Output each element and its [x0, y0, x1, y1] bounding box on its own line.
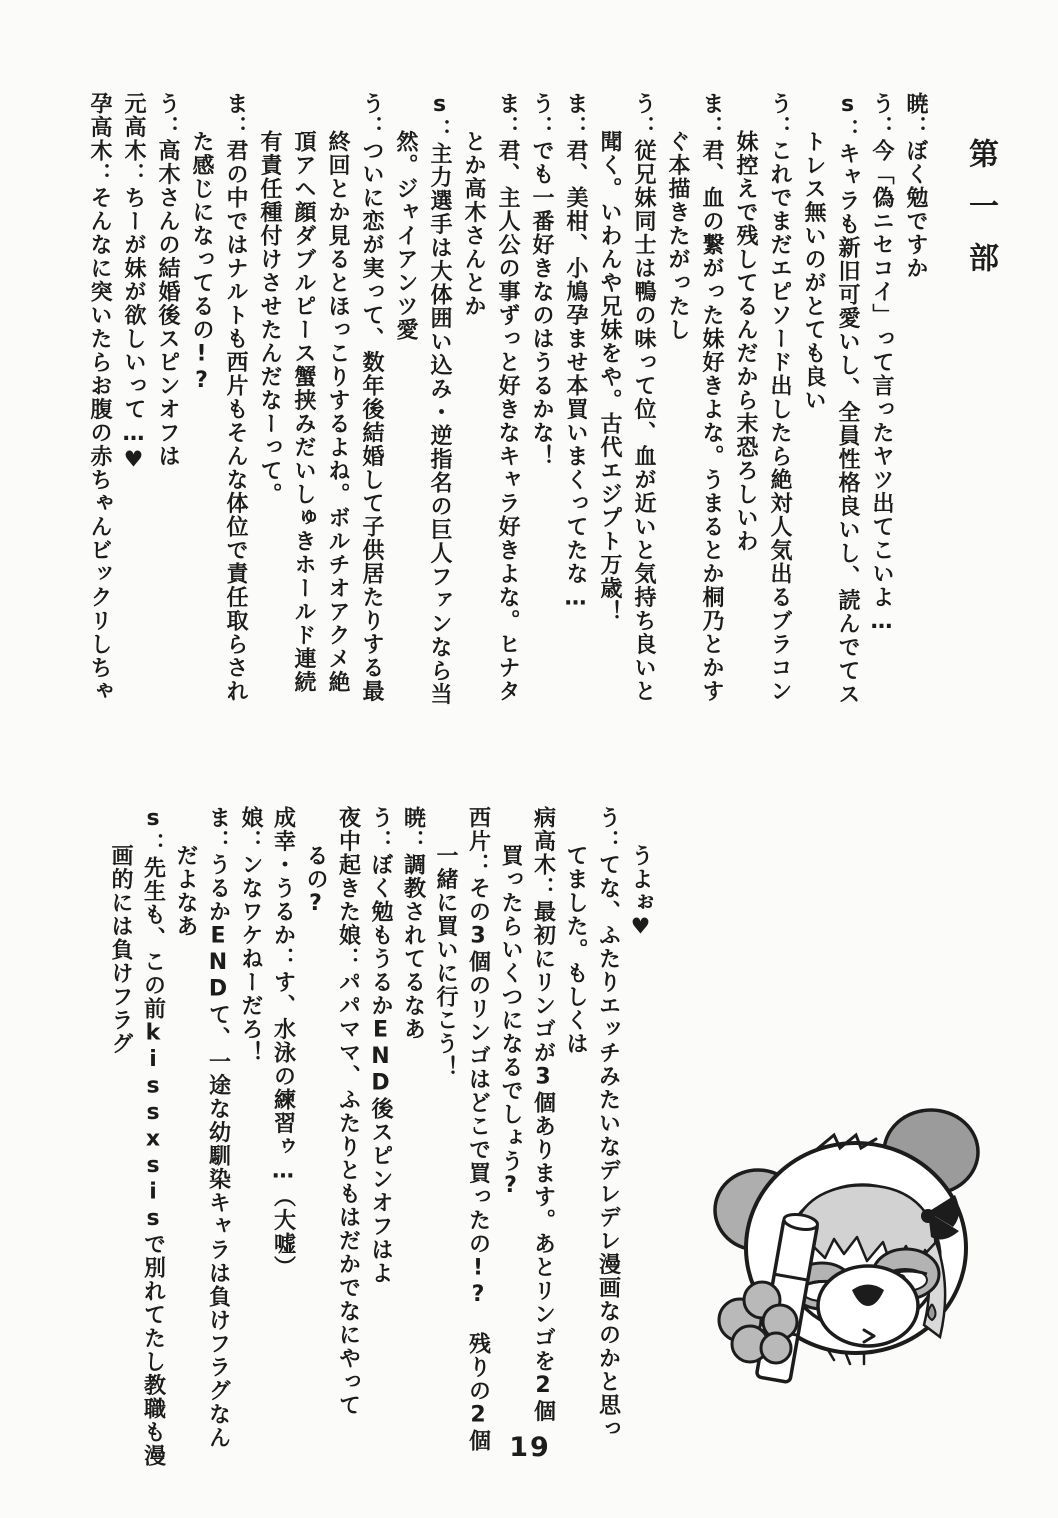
dialogue-line: 有責任種付けさせたんだなーって。: [257, 130, 282, 506]
page-number: 19: [509, 1432, 551, 1463]
dialogue-block-top: [82, 92, 932, 772]
dialogue-line: う：てな、ふたりエッチみたいなデレデレ漫画なのかと思っ: [595, 806, 621, 1441]
dialogue-line: う：高木さんの結婚後スピンオフは: [155, 92, 180, 468]
dialogue-line: るの?: [303, 844, 328, 918]
dialogue-line: 画的には負けフラグ: [108, 844, 133, 1056]
dialogue-line: とか高木さんとか: [461, 130, 486, 318]
dialogue-line: トレス無いのがとても良い: [801, 130, 826, 412]
dialogue-line: 元高木：ちーが妹が欲しいって…♥: [121, 92, 146, 474]
dialogue-line: た感じになってるの!?: [189, 130, 214, 395]
dialogue-line: s：先生も、この前kissxsisで別れてたし教職も漫: [140, 806, 166, 1468]
dialogue-line: ま：君の中ではナルトも西片もそんな体位で責任取らされ: [223, 92, 248, 703]
dialogue-line: ま：君、美柑、小鳩孕ませ本買いまくってたな…: [563, 92, 588, 612]
dialogue-line: ま：君、主人公の事ずっと好きなキャラ好きよな。ヒナタ: [495, 92, 520, 703]
dialogue-line: 一緒に買いに行こう！: [433, 844, 458, 1079]
dialogue-line: ま：うるかENDて、一途な幼馴染キャラは負けフラグなん: [205, 806, 231, 1450]
dialogue-line: 終回とか見るとほっこりするよね。ボルチオアクメ絶: [325, 130, 350, 694]
dialogue-line: うよぉ♥: [628, 844, 653, 941]
dialogue-line: 夜中起きた娘：パパママ、ふたりともはだかでなにやって: [335, 806, 361, 1417]
dialogue-line: 孕高木：そんなに突いたらお腹の赤ちゃんビックリしちゃ: [87, 92, 112, 703]
dialogue-line: う：でも一番好きなのはうるかな！: [529, 92, 554, 468]
dialogue-line: 然。ジャイアンツ愛: [393, 130, 418, 342]
dialogue-line: 妹控えで残してるんだから末恐ろしいわ: [733, 130, 758, 553]
dialogue-line: だよなあ: [173, 844, 198, 938]
dialogue-line: 頂アヘ顔ダブルピース蟹挟みだいしゅきホールド連続: [291, 130, 316, 694]
dialogue-line: ぐ本描きたがったし: [665, 130, 690, 342]
dialogue-line: 娘：ンなワケねーだろ！: [238, 806, 263, 1065]
dialogue-line: ま：君、血の繋がった妹好きよな。うまるとか桐乃とかす: [699, 92, 724, 703]
dialogue-line: 西片：その3個のリンゴはどこで買ったの!? 残りの2個: [465, 806, 491, 1453]
dialogue-line: 暁：ぼく勉ですか: [903, 92, 928, 280]
dialogue-line: 成幸・うるか：す、水泳の練習ゥ…（大嘘）: [270, 806, 296, 1279]
dialogue-line: てました。もしくは: [563, 844, 588, 1056]
dialogue-line: う：ぼく勉もうるかEND後スピンオフはよ: [368, 806, 393, 1285]
bow-knot: [921, 1209, 935, 1223]
dialogue-line: s：キャラも新旧可愛いし、全員性格良いし、読んでてス: [835, 92, 860, 706]
dialogue-line: 暁：調教されてるなあ: [400, 806, 426, 1041]
dialogue-line: s：主力選手は大体囲い込み・逆指名の巨人ファンなら当: [427, 92, 452, 706]
dialogue-line: 買ったらいくつになるでしょう?: [498, 844, 523, 1200]
dialogue-line: う：これでまだエピソード出したら絶対人気出るブラコン: [767, 92, 792, 703]
dialogue-line: う：ついに恋が実って、数年後結婚して子供居たりする最: [359, 92, 384, 703]
dialogue-line: 聞く。いわんや兄妹をや。古代エジプト万歳！: [597, 130, 622, 624]
section-header: 第一部: [963, 138, 998, 294]
dialogue-line: 病高木：最初にリンゴが3個あります。あとリンゴを2個: [530, 806, 556, 1423]
dialogue-line: う：今「偽ニセコイ」って言ったヤツ出てこいよ…: [869, 92, 894, 636]
dialogue-block-bottom: [100, 806, 656, 1506]
dialogue-line: う：従兄妹同士は鴨の味って位、血が近いと気持ち良いと: [631, 92, 656, 703]
panda-hood-girl-illustration: [688, 1092, 1000, 1394]
